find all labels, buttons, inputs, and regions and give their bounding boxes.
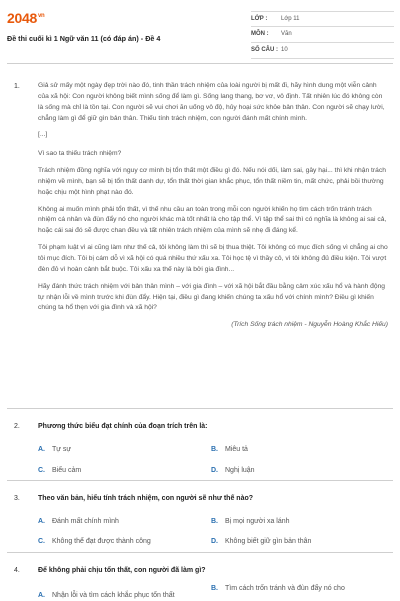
exam-meta-table — [251, 11, 394, 59]
meta-label: MÔN : — [251, 31, 269, 38]
reading-passage — [38, 81, 388, 337]
logo-text: 2048 — [7, 10, 37, 26]
passage-paragraph: Không ai muốn mình phải tổn thất, vì thế nhu cầu an toàn trong mỗi con người khiến họ tìm cách trốn tránh trách nhiệm cá nhân và đùn đẩy nó cho người khác mà tốt nhất là cho tập thể. Vì tập thể sai thì có nghĩa là không ai sai cả, hoặc cái sai đó sẽ được chan đều và tất nhiên trách nhiệm của mình sẽ nhẹ đi đáng kể. — [38, 205, 387, 235]
option-letter: B. — [211, 518, 218, 525]
option-letter: C. — [38, 467, 45, 474]
question-text: Phương thức biểu đạt chính của đoạn trích trên là: — [38, 423, 208, 430]
option-text: Bị mọi người xa lánh — [225, 518, 290, 525]
option-letter: B. — [211, 446, 218, 453]
option-text: Không biết giữ gìn bản thân — [225, 538, 312, 545]
passage-ellipsis: [...] — [38, 131, 48, 139]
answer-option[interactable] — [38, 517, 119, 527]
option-text: Nghị luận — [225, 467, 255, 474]
answer-option[interactable] — [211, 584, 345, 594]
header-divider — [7, 63, 393, 64]
answer-option[interactable] — [211, 466, 255, 476]
option-text: Đánh mất chính mình — [52, 518, 119, 525]
answer-option[interactable] — [211, 537, 311, 547]
option-letter: D. — [211, 538, 218, 545]
option-text: Nhận lỗi và tìm cách khắc phục tổn thất — [52, 592, 175, 599]
option-text: Không thể đạt được thành công — [52, 538, 151, 545]
answer-option[interactable] — [38, 537, 151, 547]
passage-paragraph: Tôi phạm luật vì ai cũng làm như thế cả, tôi không làm thì sẽ bị thua thiệt. Tôi không có mục đích sống vì chẳng ai cho tôi mục đích. Tôi bị cám dỗ vì xã hội có quá nhiều thứ xấu xa. Tôi học tệ vì thầy cô, vì tôi không đủ điều kiện. Tôi vượt đèn đỏ vì hoàn cảnh bắt buộc. Tôi xấu xa thế này là bởi gia đình... — [38, 244, 388, 273]
option-text: Miêu tả — [225, 446, 248, 453]
meta-row-count — [251, 43, 394, 59]
passage-paragraph: Giả sử mấy một ngày đẹp trời nào đó, tinh thần trách nhiệm của loài người bị mất đi, hãy hình dung một viễn cảnh của xã hội: Con người không biết mình sống để làm gì. Sống lang thang, bơ vơ, vô định. Tất nhiên lúc đó không còn là sống mà chỉ là tồn tại. Con người sẽ vui chơi ăn uống vô độ, hủy hoại sức khỏe bản thân. Con người sẽ chạy lười, chẳng làm gì để giữ gìn bản thân. Thiếu tính trách nhiệm, con người đánh mất chính mình. — [38, 82, 385, 122]
meta-label: LỚP : — [251, 15, 268, 22]
option-letter: C. — [38, 538, 45, 545]
answer-option[interactable] — [38, 466, 81, 476]
question-number: 3. — [14, 495, 20, 502]
passage-heading: Vì sao ta thiếu trách nhiệm? — [38, 150, 122, 158]
page-header — [0, 0, 400, 63]
option-text: Tìm cách trốn tránh và đùn đẩy nó cho — [225, 585, 345, 592]
question-divider — [7, 480, 393, 481]
exam-title: Đề thi cuối kì 1 Ngữ văn 11 (có đáp án) - Đề 4 — [7, 34, 161, 43]
answer-option[interactable] — [211, 517, 290, 527]
option-text: Tự sự — [52, 446, 72, 453]
meta-row-class — [251, 11, 394, 27]
question-divider — [7, 408, 393, 409]
answer-option[interactable] — [38, 445, 71, 455]
option-letter: B. — [211, 585, 218, 592]
option-letter: A. — [38, 518, 45, 525]
meta-value: 10 — [281, 47, 288, 54]
option-letter: A. — [38, 446, 45, 453]
question-text: Để không phải chịu tổn thất, con người đã làm gì? — [38, 567, 206, 574]
meta-value: Lớp 11 — [281, 15, 300, 22]
question-number: 1. — [14, 83, 20, 90]
passage-paragraph: Trách nhiệm đồng nghĩa với nguy cơ mình bị tổn thất một điều gì đó. Nếu nói dối, làm sai, gây hại... thì khi nhận trách nhiệm về mình, bạn sẽ bị tổn thất danh dự, tổn thất thời gian khắc phục, tổn thất niềm tin, mất chức, phải bồi thường hoặc chịu một hình phạt nào đó. — [38, 167, 386, 196]
question-number: 2. — [14, 423, 20, 430]
answer-option[interactable] — [211, 445, 248, 455]
question-number: 4. — [14, 567, 20, 574]
passage-source: (Trích Sống trách nhiệm - Nguyễn Hoàng Khắc Hiếu) — [231, 321, 388, 329]
logo-suffix: vn — [37, 13, 45, 20]
option-text: Biểu cảm — [52, 467, 82, 474]
meta-label: SỐ CÂU : — [251, 47, 278, 54]
option-letter: A. — [38, 592, 45, 599]
meta-row-subject — [251, 27, 394, 43]
meta-value: Văn — [281, 31, 292, 38]
passage-paragraph: Hãy đánh thức trách nhiệm với bản thân mình – với gia đình – với xã hội bắt đầu bằng cảm xúc xấu hổ và hành động tự nhận lỗi về mình trước khi đùn đẩy. Hiện tại, điều gì đang khiến chúng ta xấu hổ với chính mình? Điều gì khiến chúng ta hổ thẹn với gia đình và xã hội? — [38, 282, 386, 312]
site-logo[interactable] — [7, 8, 44, 28]
option-letter: D. — [211, 467, 218, 474]
question-text: Theo văn bản, hiểu tính trách nhiệm, con người sẽ như thế nào? — [38, 495, 254, 502]
question-divider — [7, 552, 393, 553]
